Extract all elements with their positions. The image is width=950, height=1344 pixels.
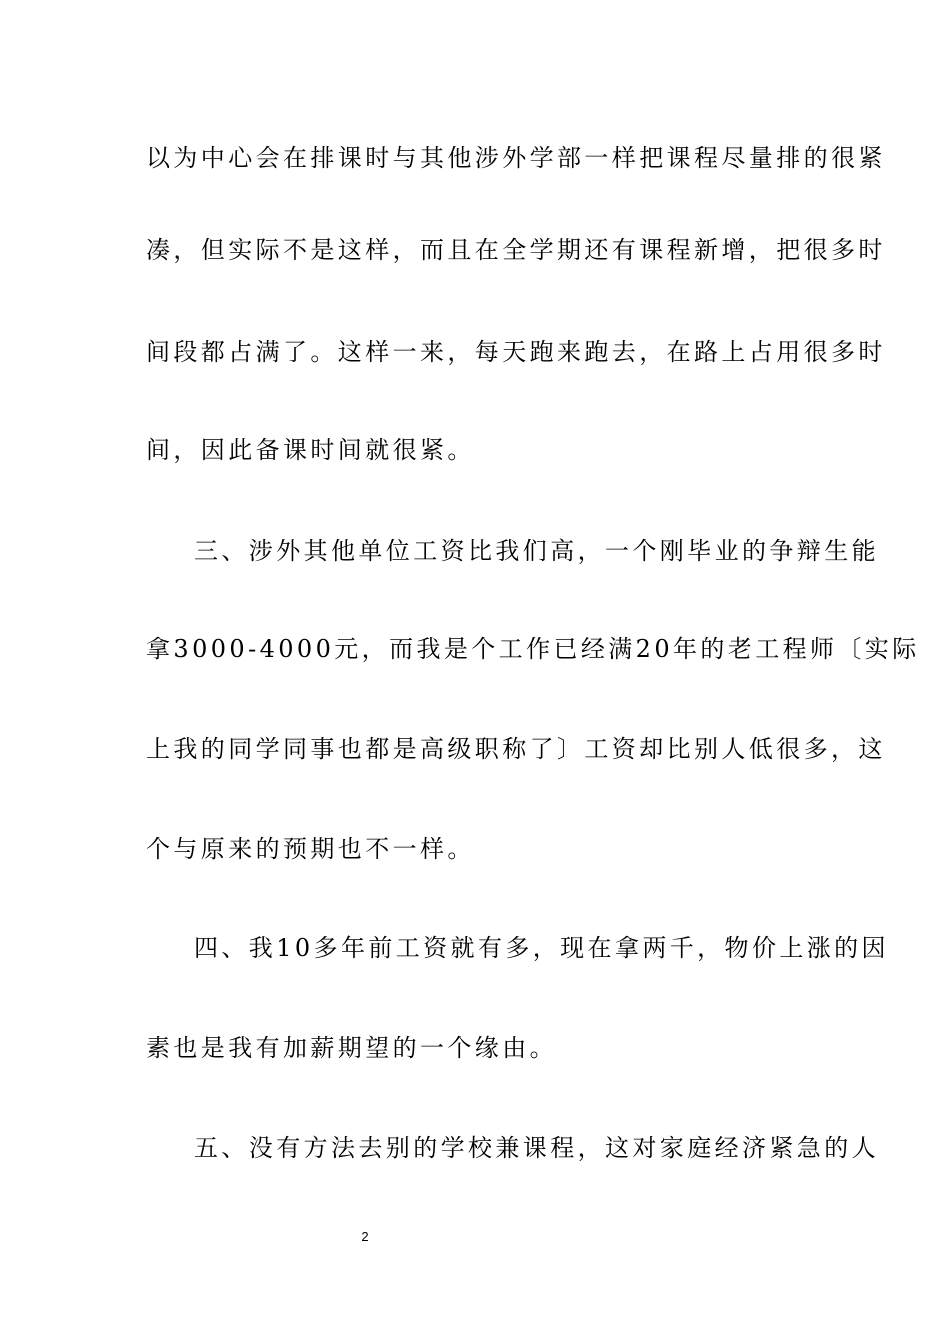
paragraph-start-line: 三、涉外其他单位工资比我们高，一个刚毕业的争辩生能: [194, 537, 879, 565]
text-line: 个与原来的预期也不一样。: [146, 835, 475, 863]
text-line: 上我的同学同事也都是高级职称了〕工资却比别人低很多，这: [146, 735, 886, 763]
text-line: 以为中心会在排课时与其他涉外学部一样把课程尽量排的很紧: [146, 144, 886, 172]
paragraph-start-line: 四、我10多年前工资就有多，现在拿两千，物价上涨的因: [194, 934, 889, 962]
text-line: 拿3000-4000元，而我是个工作已经满20年的老工程师〔实际: [146, 635, 920, 663]
text-line: 素也是我有加薪期望的一个缘由。: [146, 1034, 557, 1062]
page-number: 2: [361, 1229, 369, 1244]
text-line: 间，因此备课时间就很紧。: [146, 436, 475, 464]
text-line: 间段都占满了。这样一来，每天跑来跑去，在路上占用很多时: [146, 338, 886, 366]
text-line: 凑，但实际不是这样，而且在全学期还有课程新增，把很多时: [146, 236, 886, 264]
paragraph-start-line: 五、没有方法去别的学校兼课程，这对家庭经济紧急的人: [194, 1134, 879, 1162]
